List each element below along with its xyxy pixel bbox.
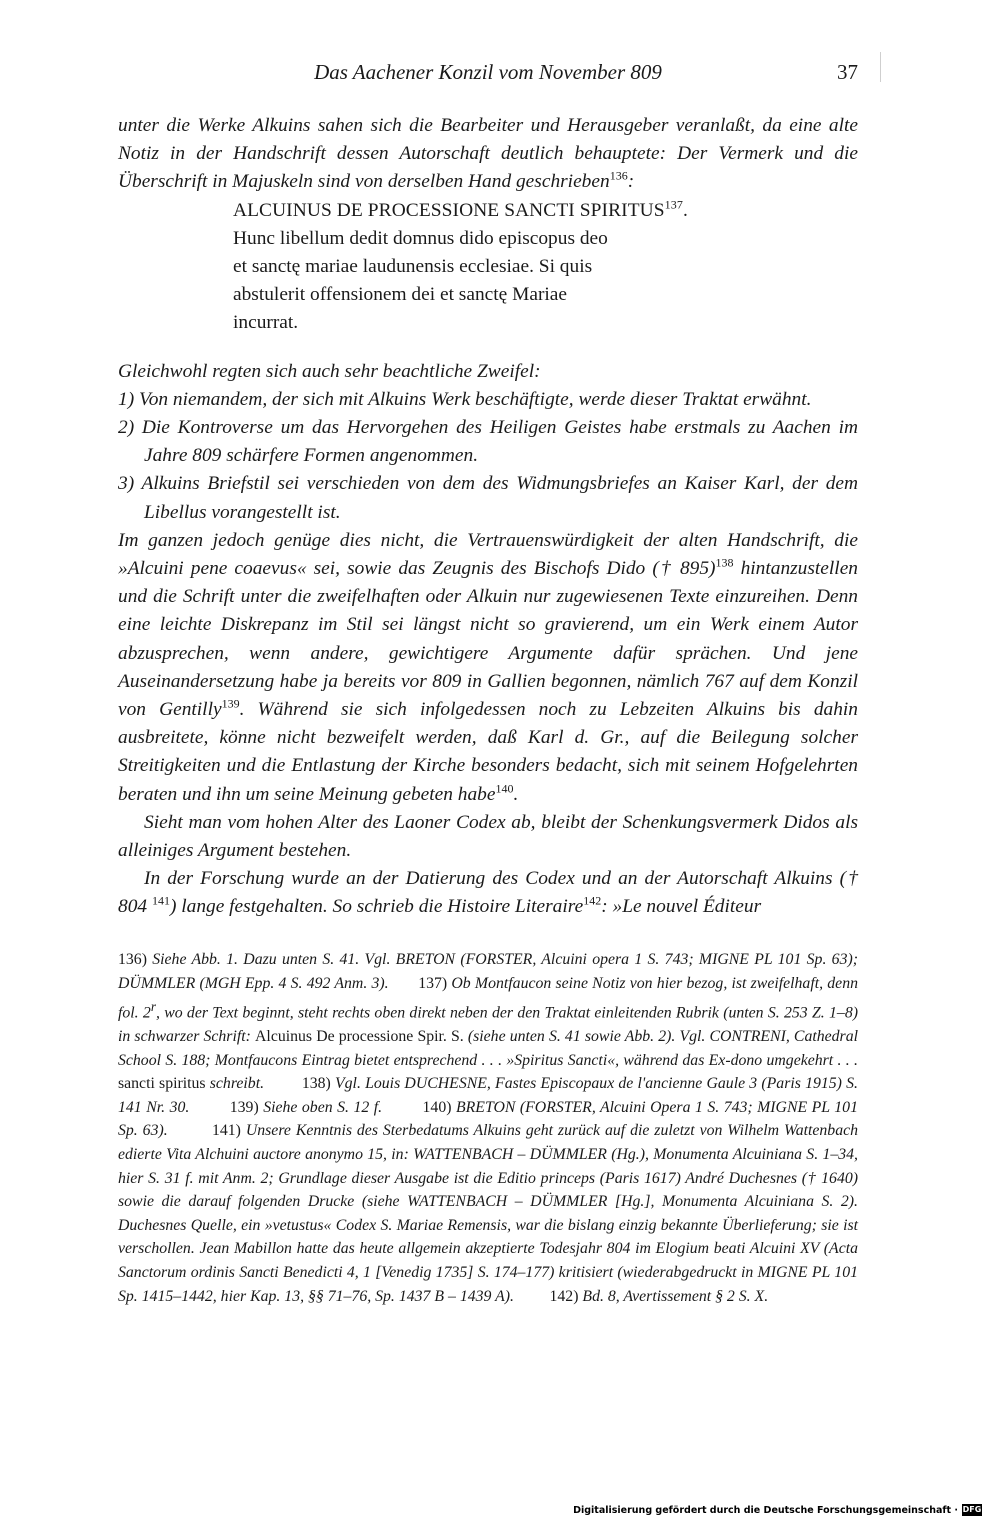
footnote-ref-140[interactable]: 140	[495, 781, 514, 796]
paragraph-argument-end: .	[513, 783, 519, 805]
spacer	[118, 338, 858, 358]
paragraph-doubts: Gleichwohl regten sich auch sehr beachtliche Zweifel:	[118, 360, 541, 382]
paragraph-argument-text-c: . Während sie sich infolgedessen noch zu Lebzeiten Alkuins bis dahin ausbreitete, könne nicht bezweifelt werden, daß Karl d. Gr., auf die Beilegung solcher Streitigkeiten und die Entlastung der Kirche besonders bedacht, sich mit seinem Hofgelehrten beraten und ihn um seine Meinung gebeten habe	[118, 699, 858, 805]
paragraph-intro-end: :	[627, 171, 635, 193]
footnote-number-140: 140)	[422, 1098, 452, 1116]
footnote-ref-139[interactable]: 139	[221, 696, 240, 711]
list-item: 3) Alkuins Briefstil sei verschieden von dem des Widmungsbriefes an Kaiser Karl, der dem Libellus vorangestellt ist.	[118, 473, 858, 523]
credit-text: Digitalisierung gefördert durch die Deutsche Forschungsgemeinschaft ·	[573, 1504, 958, 1516]
paragraph-research-text-a: In der Forschung wurde an der Datierung des Codex und an der Autorschaft Alkuins († 804	[118, 868, 858, 918]
quote-title: ALCUINUS DE PROCESSIONE SANCTI SPIRITUS	[233, 199, 665, 221]
paragraph-argument-text-a: Im ganzen jedoch genüge dies nicht, die Vertrauenswürdigkeit der alten Handschrift, die »Alcuini pene coaevus« sei, sowie das Zeugnis des Bischofs Dido († 895)	[118, 529, 858, 580]
quote-line: incurrat.	[233, 312, 299, 334]
paragraph-codex: Sieht man vom hohen Alter des Laoner Codex ab, bleibt der Schenkungsvermerk Didos als alleiniges Argument bestehen.	[118, 811, 858, 862]
quote-line: abstulerit offensionem dei et sanctę Mariae	[233, 284, 568, 306]
quote-title-line	[233, 197, 858, 225]
footnote-number-139: 139)	[229, 1098, 259, 1116]
footnote-number-136: 136)	[118, 951, 147, 968]
footnote-137-b: , wo der Text beginnt, steht rechts oben direkt neben der den Traktat einleitenden Rubrik (unten S. 253 Z. 1–8) in schwarzer Schrift:	[118, 1004, 858, 1046]
footnote-number-137: 137)	[418, 974, 448, 992]
footnote-ref-136[interactable]: 136	[609, 168, 628, 183]
footnote-block	[118, 948, 858, 1308]
footnote-number-141: 141)	[211, 1122, 241, 1140]
paragraph-intro	[118, 112, 858, 197]
footnote-137-d: schreibt.	[205, 1075, 265, 1093]
paragraph-research-text-c: : »Le nouvel Éditeur	[601, 896, 762, 918]
page-number: 37	[837, 60, 858, 84]
page-header	[118, 60, 858, 94]
quote-title-end: .	[682, 199, 688, 221]
paragraph-argument	[118, 527, 858, 809]
footnote-number-142: 142)	[549, 1287, 579, 1305]
footnote-137-c: (siehe unten S. 41 sowie Abb. 2). Vgl. CONTRENI, Cathedral School S. 188; Montfaucons Eintrag bietet entsprechend . . . »Spiritus Sancti«, während das Ex-dono umgekehrt . . .	[118, 1028, 858, 1069]
footnote-137-roman-2: sancti spiritus	[118, 1075, 206, 1093]
list-item: 1) Von niemandem, der sich mit Alkuins Werk beschäftigte, werde dieser Traktat erwähnt.	[118, 388, 812, 410]
footnote-number-138: 138)	[301, 1075, 331, 1093]
paragraph-argument-text-b: hintanzustellen und die Schrift unter die zweifelhaften oder Alkuin nur zugewiesenen Texte einzureihen. Denn eine leichte Diskrepanz im Stil sei längst nicht so gravierend, um ein Werk einem Autor abzusprechen, wenn andere, gewichtigere Argumente dafür sprächen. Und jene Auseinandersetzung habe ja bereits vor 809 in Gallien begonnen, nämlich 767 auf dem Konzil von Gentilly	[118, 558, 858, 721]
digitization-credit	[573, 1503, 982, 1517]
footnote-142: Bd. 8, Avertissement § 2 S. X.	[578, 1287, 769, 1305]
footnote-141: Unsere Kenntnis des Sterbedatums Alkuins geht zurück auf die zuletzt von Wilhelm Wattenbach edierte Vita Alchuini auctore anonymo 15, in: WATTENBACH – DÜMMLER (Hg.), Monumenta Alcuiniana S. 1–34, hier S. 31 f. mit Anm. 2; Grundlage dieser Ausgabe ist die Editio princeps (Paris 1617) André Duchesnes († 1640) sowie die darauf folgenden Drucke (siehe WATTENBACH – DÜMMLER [Hg.], Monumenta Alcuiniana S. 2). Duchesnes Quelle, ein »vetustus« Codex S. Mariae Remensis, war die bislang einzig bekannte Überlieferung; sie ist verschollen. Jean Mabillon hatte das heute allgemein akzeptierte Todesjahr 804 im Elogium beati Alcuini XV (Acta Sanctorum ordinis Sancti Benedicti 4, 1 [Venedig 1735] S. 174–177) kritisiert (wiederabgedruckt in MIGNE PL 101 Sp. 1415–1442, hier Kap. 13, §§ 71–76, Sp. 1437 B – 1439 A).	[118, 1122, 859, 1305]
footnote-138: Vgl. Louis DUCHESNE, Fastes Episcopaux de l'ancienne Gaule 3 (Paris 1915) S. 141 Nr. 30.	[118, 1075, 858, 1116]
footnote-ref-142[interactable]: 142	[583, 894, 602, 909]
main-text	[118, 112, 858, 922]
list-item: 2) Die Kontroverse um das Hervorgehen des Heiligen Geistes habe erstmals zu Aachen im Jahre 809 schärfere Formen angenommen.	[118, 417, 858, 467]
footnote-ref-137[interactable]: 137	[664, 197, 683, 212]
footnote-139: Siehe oben S. 12 f.	[258, 1098, 383, 1116]
scan-margin-mark	[880, 52, 881, 82]
footnote-140: BRETON (FORSTER, Alcuini Opera 1 S. 743; MIGNE PL 101 Sp. 63).	[118, 1098, 858, 1140]
footnote-137-roman-1: Alcuinus De processione Spir. S.	[255, 1028, 464, 1046]
footnote-137-a: Ob Montfaucon seine Notiz von hier bezog, ist zweifelhaft, denn fol. 2	[118, 974, 858, 1022]
footnote-ref-138[interactable]: 138	[715, 555, 734, 570]
running-title: Das Aachener Konzil vom November 809	[314, 60, 662, 84]
paragraph-research	[118, 865, 858, 921]
footnotes	[118, 948, 858, 1308]
block-quote	[233, 197, 858, 338]
dfg-logo-icon: DFG	[962, 1505, 982, 1514]
footnote-ref-141[interactable]: 141	[151, 894, 170, 909]
paragraph-intro-text: unter die Werke Alkuins sahen sich die Bearbeiter und Herausgeber veranlaßt, da eine alte Notiz in der Handschrift dessen Autorschaft deutlich behauptete: Der Vermerk und die Überschrift in Majuskeln sind von derselben Hand geschrieben	[118, 115, 858, 193]
footnote-137-recto: r	[150, 999, 156, 1015]
paragraph-research-text-b: ) lange festgehalten. So schrieb die Histoire Literaire	[169, 896, 584, 918]
quote-line: et sanctę mariae laudunensis ecclesiae. Si quis	[233, 256, 593, 278]
footnote-136: Siehe Abb. 1. Dazu unten S. 41. Vgl. BRETON (FORSTER, Alcuini opera 1 S. 743; MIGNE PL 101 Sp. 63); DÜMMLER (MGH Epp. 4 S. 492 Anm. 3).	[118, 951, 858, 992]
quote-line: Hunc libellum dedit domnus dido episcopus deo	[233, 227, 608, 249]
